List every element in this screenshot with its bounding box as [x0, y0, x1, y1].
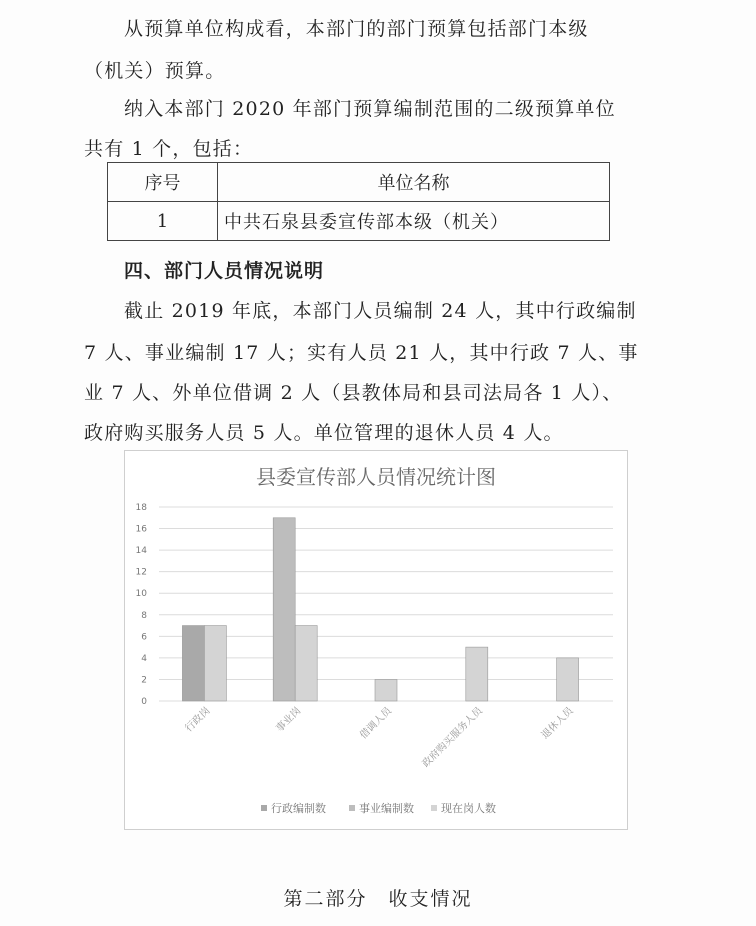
legend-label: 事业编制数	[359, 802, 414, 815]
legend-swatch	[349, 805, 355, 811]
y-tick-label: 18	[135, 503, 147, 513]
bar-行政编制数	[182, 626, 204, 701]
bar-现在岗人数	[375, 679, 397, 701]
chart-svg	[125, 451, 627, 829]
bar-现在岗人数	[557, 658, 579, 701]
x-tick-label: 借调人员	[358, 705, 395, 742]
paragraph-line: 从预算单位构成看，本部门的部门预算包括部门本级	[124, 18, 589, 40]
table-header-index: 序号	[108, 163, 218, 202]
table-cell-unit-name: 中共石泉县委宣传部本级（机关）	[218, 202, 610, 241]
legend-label: 现在岗人数	[441, 802, 496, 815]
y-tick-label: 8	[141, 610, 147, 621]
section-heading: 四、部门人员情况说明	[124, 260, 325, 282]
paragraph-line: （机关）预算。	[84, 60, 226, 82]
x-tick-label: 退休人员	[539, 705, 576, 742]
part-two-title: 第二部分 收支情况	[283, 888, 473, 910]
y-tick-label: 12	[135, 567, 147, 578]
chart-title: 县委宣传部人员情况统计图	[256, 465, 496, 489]
table-cell-index: 1	[108, 202, 218, 241]
y-tick-label: 10	[135, 589, 147, 600]
bar-事业编制数	[273, 518, 295, 701]
paragraph-line: 业 7 人、外单位借调 2 人（县教体局和县司法局各 1 人）、	[84, 382, 623, 404]
y-tick-label: 14	[135, 546, 147, 557]
bar-现在岗人数	[295, 626, 317, 701]
x-tick-label: 事业岗	[274, 705, 304, 735]
legend-label: 行政编制数	[271, 802, 326, 815]
x-tick-label: 政府购买服务人员	[420, 705, 485, 770]
y-tick-label: 6	[141, 632, 147, 643]
legend-swatch	[261, 805, 267, 811]
y-tick-label: 2	[141, 675, 147, 686]
bar-现在岗人数	[466, 647, 488, 701]
table-row	[108, 202, 610, 241]
x-tick-label: 行政岗	[183, 705, 213, 735]
bar-现在岗人数	[204, 626, 226, 701]
units-table	[107, 162, 610, 241]
y-tick-label: 4	[141, 653, 147, 664]
table-header-row	[108, 163, 610, 202]
table-header-unit-name: 单位名称	[218, 163, 610, 202]
y-tick-label: 0	[141, 697, 147, 707]
staff-chart	[124, 450, 628, 830]
legend-swatch	[431, 805, 437, 811]
paragraph-line: 共有 1 个，包括：	[84, 138, 254, 160]
paragraph-line: 纳入本部门 2020 年部门预算编制范围的二级预算单位	[124, 98, 616, 120]
paragraph-line: 截止 2019 年底，本部门人员编制 24 人，其中行政编制	[124, 300, 637, 322]
y-tick-label: 16	[135, 524, 147, 535]
paragraph-line: 7 人、事业编制 17 人；实有人员 21 人，其中行政 7 人、事	[84, 342, 639, 364]
paragraph-line: 政府购买服务人员 5 人。单位管理的退休人员 4 人。	[84, 422, 564, 444]
